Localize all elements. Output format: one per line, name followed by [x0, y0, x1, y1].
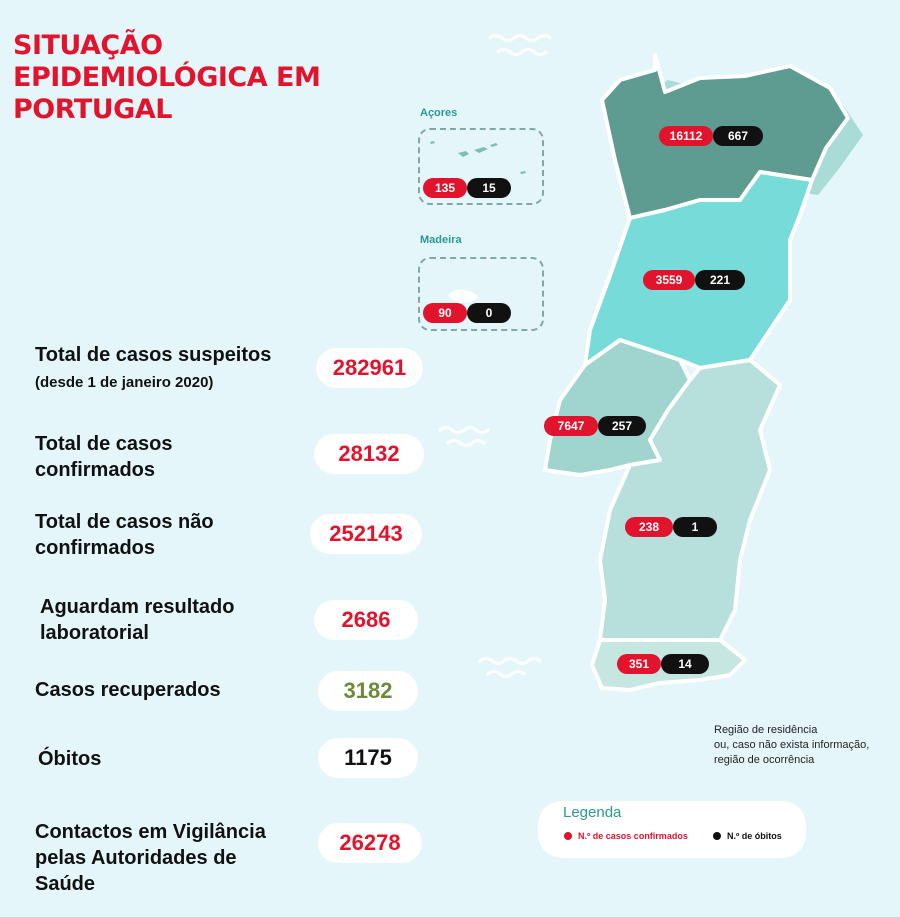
stat-label-nao-confirmados: Total de casos não confirmados	[35, 511, 214, 559]
stat-label-contactos: Contactos em Vigilância pelas Autoridades de Saúde	[35, 821, 266, 895]
stat-value-confirmados: 28132	[314, 434, 424, 474]
stat-label-suspeitos-text: Total de casos suspeitos	[35, 344, 272, 366]
stat-label-recuperados: Casos recuperados	[35, 679, 221, 701]
badge-deaths-lisboa: 257	[598, 416, 646, 436]
region-note-line-3: região de ocorrência	[714, 754, 815, 766]
legend-item-cases	[564, 831, 688, 841]
badge-deaths-madeira: 0	[467, 303, 511, 323]
badge-cases-lisboa: 7647	[544, 416, 598, 436]
stat-value-suspeitos: 282961	[316, 348, 423, 388]
legend-deaths-label: N.º de óbitos	[727, 831, 782, 841]
badge-deaths-centro: 221	[695, 270, 745, 290]
badge-cases-alentejo: 238	[625, 517, 673, 537]
badge-cases-acores: 135	[423, 178, 467, 198]
inset-title-acores: Açores	[420, 107, 458, 119]
stat-value-contactos: 26278	[318, 823, 422, 863]
legend	[538, 801, 806, 858]
badge-cases-algarve: 351	[617, 654, 661, 674]
badge-deaths-norte: 667	[713, 126, 763, 146]
region-note-line-2: ou, caso não exista informação,	[714, 739, 870, 751]
badge-cases-madeira: 90	[423, 303, 467, 323]
legend-title: Legenda	[563, 804, 622, 821]
stat-label-aguardam: Aguardam resultado laboratorial	[40, 596, 235, 644]
stat-label-suspeitos-extra: (desde 1 de janeiro 2020)	[35, 374, 214, 391]
legend-item-deaths	[713, 831, 782, 841]
badge-cases-norte: 16112	[659, 126, 713, 146]
region-note	[714, 723, 869, 768]
badge-deaths-algarve: 14	[661, 654, 709, 674]
page-title: SITUAÇÃO EPIDEMIOLÓGICA EM PORTUGAL	[13, 30, 321, 125]
legend-cases-label: N.º de casos confirmados	[578, 831, 688, 841]
stat-value-aguardam: 2686	[314, 600, 418, 640]
stat-value-nao-confirmados: 252143	[310, 514, 422, 554]
stat-label-confirmados: Total de casos confirmados	[35, 433, 173, 481]
inset-title-madeira: Madeira	[420, 234, 462, 246]
legend-deaths-dot-icon	[713, 832, 721, 840]
region-note-line-1: Região de residência	[714, 724, 818, 736]
badge-deaths-alentejo: 1	[673, 517, 717, 537]
stat-value-recuperados: 3182	[318, 671, 418, 711]
badge-deaths-acores: 15	[467, 178, 511, 198]
legend-cases-dot-icon	[564, 832, 572, 840]
stat-value-obitos: 1175	[318, 738, 418, 778]
badge-cases-centro: 3559	[643, 270, 695, 290]
stat-label-obitos: Óbitos	[38, 748, 102, 770]
